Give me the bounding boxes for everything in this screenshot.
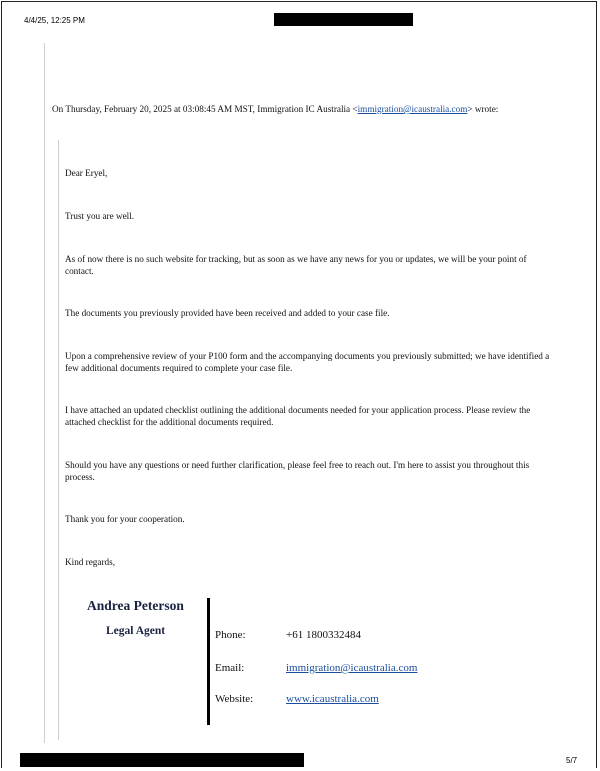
phone-value: +61 1800332484 (286, 629, 361, 641)
signature-title: Legal Agent (106, 625, 166, 637)
signature-email-link[interactable]: immigration@icaustralia.com (286, 662, 418, 674)
paragraph-7: Thank you for your cooperation. (65, 514, 185, 524)
paragraph-3: The documents you previously provided have been received and added to your case file. (65, 308, 390, 318)
paragraph-5: I have attached an updated checklist outlining the additional documents needed for your application process. Please review the attached checklist for the additional documents required. (65, 405, 531, 427)
phone-label: Phone: (215, 629, 246, 641)
email-label: Email: (215, 662, 245, 674)
paragraph-1: Trust you are well. (65, 211, 135, 221)
quote-bar-outer (44, 43, 45, 743)
header-suffix: > wrote: (467, 104, 499, 114)
redaction-bar-bottom (20, 753, 304, 767)
closing: Kind regards, (65, 557, 116, 567)
website-label: Website: (215, 693, 254, 705)
paragraph-4: Upon a comprehensive review of your P100 form and the accompanying documents you previously submitted; we have identified a few additional documents required to complete your case file. (65, 351, 550, 373)
redaction-bar-top (274, 13, 413, 26)
signature-name: Andrea Peterson (87, 598, 184, 613)
greeting: Dear Eryel, (65, 168, 108, 178)
quoted-email-header (52, 104, 498, 114)
page-border (1, 1, 597, 768)
website-link[interactable]: www.icaustralia.com (286, 693, 379, 705)
sender-email-link[interactable]: immigration@icaustralia.com (357, 104, 468, 114)
paragraph-6: Should you have any questions or need further clarification, please feel free to reach out. I'm here to assist you throughout this process. (65, 460, 530, 482)
print-datetime: 4/4/25, 12:25 PM (24, 16, 85, 25)
paragraph-2: As of now there is no such website for tracking, but as soon as we have any news for you or updates, we will be your point of contact. (65, 254, 527, 276)
signature-divider (207, 598, 210, 725)
page-number: 5/7 (566, 756, 578, 765)
quote-bar-inner (58, 140, 59, 740)
header-prefix: On Thursday, February 20, 2025 at 03:08:45 AM MST, Immigration IC Australia < (52, 104, 358, 114)
